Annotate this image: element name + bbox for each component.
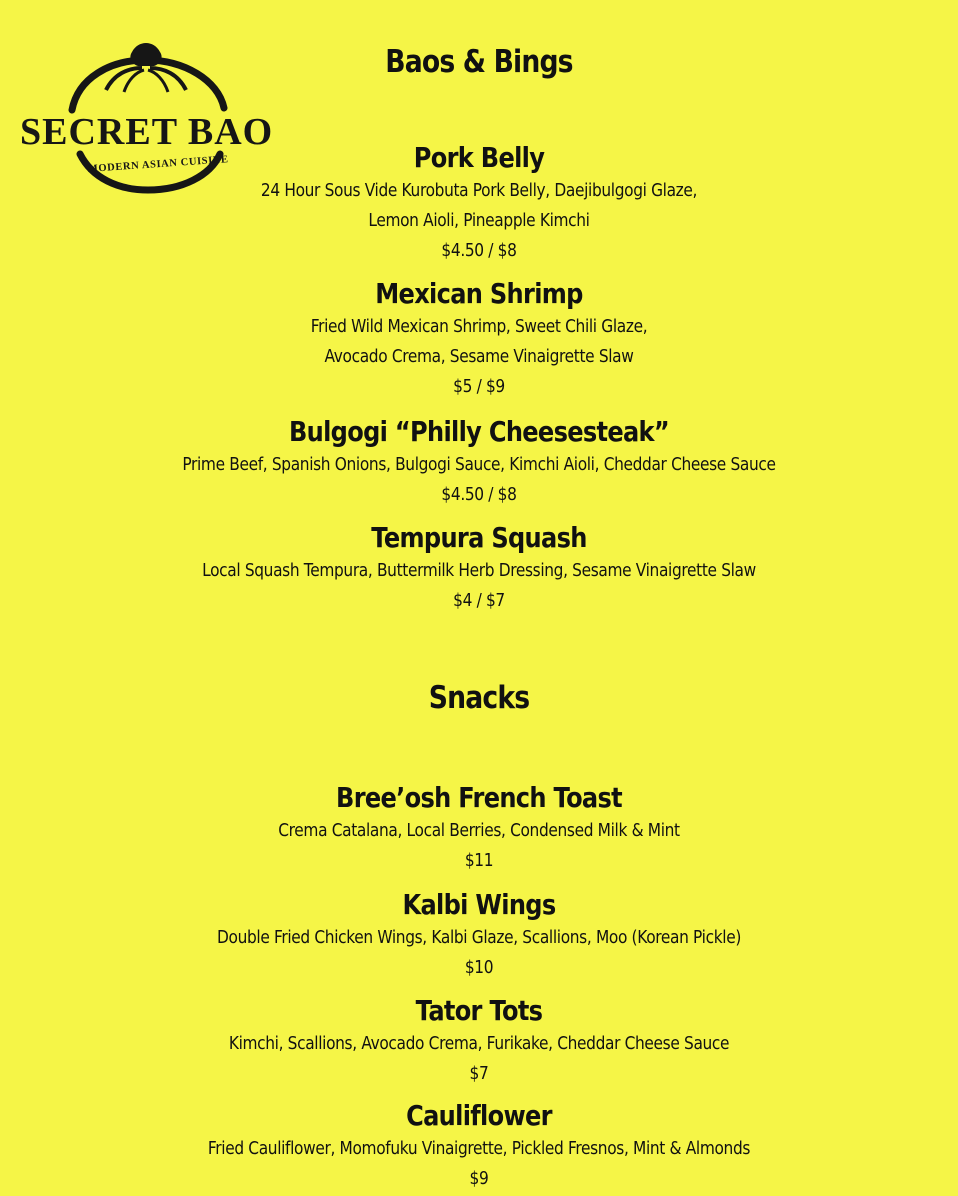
menu-item-name: Cauliflower	[406, 1099, 552, 1132]
menu-item-price: $10	[464, 958, 494, 978]
menu-item-description: 24 Hour Sous Vide Kurobuta Pork Belly, Daejibulgogi Glaze,	[260, 181, 698, 201]
menu-item-description: Fried Wild Mexican Shrimp, Sweet Chili Glaze,	[310, 317, 648, 337]
menu-item-price: $4.50 / $8	[441, 241, 517, 261]
menu-item-name: Pork Belly	[413, 141, 545, 174]
menu-item-description: Avocado Crema, Sesame Vinaigrette Slaw	[324, 347, 634, 367]
menu-item-description: Prime Beef, Spanish Onions, Bulgogi Sauce, Kimchi Aioli, Cheddar Cheese Sauce	[182, 455, 776, 475]
section-title-snacks: Snacks	[428, 680, 530, 716]
menu-item-description: Kimchi, Scallions, Avocado Crema, Furikake, Cheddar Cheese Sauce	[228, 1034, 730, 1054]
menu-item-kalbi-wings	[0, 887, 958, 983]
menu-item-name: Tempura Squash	[371, 521, 587, 554]
logo-name: SECRET BAO	[20, 111, 274, 153]
menu-item-price: $5 / $9	[453, 377, 505, 397]
menu-item-mexican-shrimp	[0, 276, 958, 402]
menu-item-tempura-squash	[0, 520, 958, 616]
section-title-baos-bings: Baos & Bings	[385, 44, 573, 80]
menu-item-description: Fried Cauliflower, Momofuku Vinaigrette, Pickled Fresnos, Mint & Almonds	[207, 1139, 751, 1159]
menu-item-name: Mexican Shrimp	[375, 277, 583, 310]
menu-item-cauliflower	[0, 1098, 958, 1194]
menu-item-bulgogi-philly	[0, 414, 958, 510]
menu-item-price: $11	[464, 851, 494, 871]
menu-item-tator-tots	[0, 993, 958, 1089]
menu-item-description: Double Fried Chicken Wings, Kalbi Glaze, Scallions, Moo (Korean Pickle)	[217, 928, 741, 948]
logo-tagline: MODERN ASIAN CUISINE	[87, 154, 229, 175]
menu-item-description: Crema Catalana, Local Berries, Condensed Milk & Mint	[278, 821, 680, 841]
menu-item-price: $7	[469, 1064, 489, 1084]
menu-item-name: Bulgogi “Philly Cheesesteak”	[288, 415, 670, 448]
menu-item-french-toast	[0, 780, 958, 876]
menu-item-pork-belly	[0, 140, 958, 266]
menu-item-description: Lemon Aioli, Pineapple Kimchi	[368, 211, 590, 231]
menu-item-name: Tator Tots	[415, 994, 543, 1027]
menu-item-name: Kalbi Wings	[402, 888, 556, 921]
menu-item-description: Local Squash Tempura, Buttermilk Herb Dressing, Sesame Vinaigrette Slaw	[202, 561, 756, 581]
menu-item-price: $4.50 / $8	[441, 485, 517, 505]
menu-item-price: $9	[469, 1169, 489, 1189]
menu-item-price: $4 / $7	[453, 591, 505, 611]
menu-item-name: Bree’osh French Toast	[336, 781, 622, 814]
